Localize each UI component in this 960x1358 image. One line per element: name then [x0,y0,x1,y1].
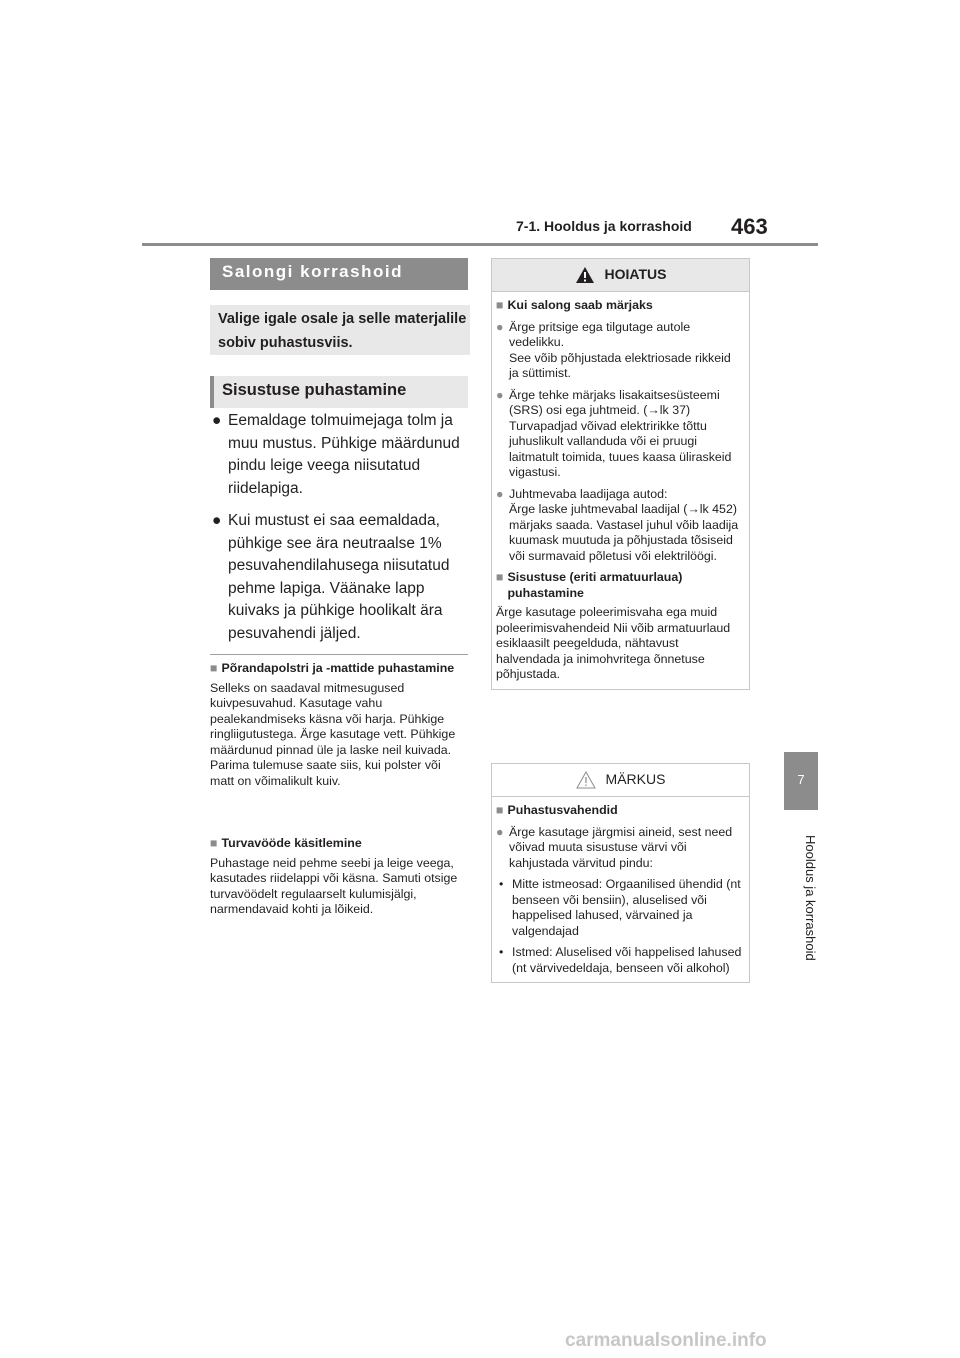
dash-text: Ärge kasutage poleerimisvaha ega muid poleerimisvahendeid Nii võib armatuurlaud esiklaasilt peegelduda, nähtavust halvendada ja inimohvritega õnnetuse põhjustada. [496,605,731,681]
page-title: Salongi korrashoid [210,258,468,290]
belts-section [210,836,468,918]
bullet-text: Kui mustust ei saa eemaldada, pühkige see ära neutraalse 1% pesuvahendilahusega niisutatud pehme lapiga. Väänake lapp kuivaks ja pühkige hoolikalt ära pesuvahendi jäljed. [228,512,450,642]
bullet-icon: ● [496,824,504,839]
warning-icon [575,266,595,284]
list-item [210,510,468,645]
subheading: Sisustuse puhastamine [210,376,468,408]
bullet-text: Eemaldage tolmuimejaga tolm ja muu mustus. Pühkige määrdunud pindu leige veega niisutatud riidelapiga. [228,412,460,497]
bullet-icon: ● [496,387,504,402]
bullet-icon: ● [212,512,222,529]
watermark: carmanualsonline.info [565,1330,767,1351]
dash-heading: Sisustuse (eriti armatuurlaua) puhastamine [507,570,683,600]
chapter-tab: 7 [784,752,818,810]
section-title: 7-1. Hooldus ja korrashoid [516,218,692,234]
floor-text: Selleks on saadaval mitmesugused kuivpesuvahud. Kasutage vahu pealekandmiseks käsna või harja. Pühkige ringliigutustega. Ärge kasutage vett. Pühkige määrdunud pinnad üle ja laske neil kuivada. Parima tulemuse saate siis, kui polster või matt on võimalikult kuiv. [210,680,456,788]
floor-heading: Põrandapolstri ja -mattide puhastamine [221,661,455,675]
square-icon: ■ [496,803,504,817]
list-item: • Istmed: Aluselised või happelised lahused (nt värvivedeldaja, benseen või alkohol) [499,945,742,975]
divider [210,654,468,655]
warning-label: HOIATUS [604,266,667,283]
caution-icon [576,771,596,789]
square-icon: ■ [496,298,504,312]
bullet-list [210,410,468,655]
bullet-icon: ● [496,319,504,334]
list-item: • Mitte istmeosad: Orgaanilised ühendid (nt benseen või bensiin), aluselised või happelised lahused, värvained ja valgendajad [499,877,741,938]
floor-section [210,661,468,789]
warning-box [491,258,750,690]
bullet-icon: ● [212,412,222,429]
header-rule [142,243,818,246]
list-item: ● Ärge pritsige ega tilgutage autole vedelikku. See võib põhjustada elektriosade rikkeid ja süttimist. [496,319,731,380]
list-item: ● Ärge kasutage järgmisi aineid, sest need võivad muuta sisustuse värvi või kahjustada värvitud pindu: [496,824,733,870]
wet-heading: Kui salong saab märjaks [507,298,653,312]
page-number: 463 [731,214,768,239]
square-icon: ■ [210,836,218,850]
square-icon: ■ [210,661,218,675]
belts-heading: Turvavööde käsitlemine [221,836,362,850]
notice-box [491,763,750,983]
bullet-icon: • [499,877,504,891]
list-item: ● Ärge tehke märjaks lisakaitsesüsteemi (SRS) osi ega juhtmeid. (→lk 37) Turvapadjad võivad elektririkke tõttu juhuslikult vallanduda või ei pruugi laitmatult toimida, tuues kaasa üliraskeid vigastusi. [496,387,732,479]
notice-header [492,764,749,797]
square-icon: ■ [496,570,504,584]
bullet-icon: ● [496,486,504,501]
chapter-label: Hooldus ja korrashoid [803,835,818,961]
belts-text: Puhastage neid pehme seebi ja leige veega, kasutades riidelappi või käsna. Samuti otsige turvavöödelt regulaarselt kulumisjälgi, narmendavaid kohti ja lõikeid. [210,855,458,916]
notice-label: MÄRKUS [605,771,666,788]
list-item [210,410,468,500]
warning-header [492,259,749,292]
notice-heading: Puhastusvahendid [507,803,618,817]
list-item: ● Juhtmevaba laadijaga autod: Ärge laske juhtmevabal laadijal (→lk 452) märjaks saada. Vastasel juhul võib laadija kuumask muutuda ja põhjustada tõsiseid või surmavaid põletusi või elektrilöögi. [496,486,739,563]
bullet-icon: • [499,945,504,959]
intro-box: Valige igale osale ja selle materjalile sobiv puhastusviis. [210,305,470,355]
